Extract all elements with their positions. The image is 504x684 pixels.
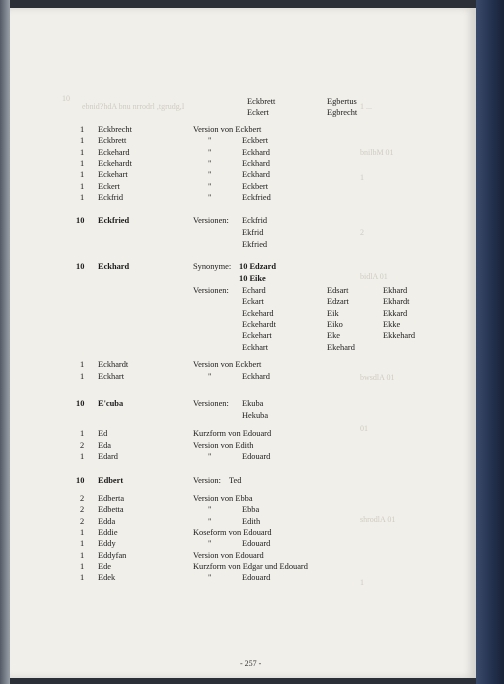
entry-name: Edbert <box>98 476 124 485</box>
entry-number: 2 <box>80 440 85 450</box>
version-item: Eik <box>327 308 339 318</box>
version-item: Ekkehard <box>383 331 416 341</box>
version-item: Ekke <box>383 319 401 329</box>
entry-value: Ebba <box>242 505 260 515</box>
version-item: Eckehard <box>242 308 274 318</box>
header-mid-1: Eckbrett <box>247 97 276 106</box>
ditto-mark: " <box>208 573 212 583</box>
book-spine <box>476 0 504 684</box>
version-item: Eke <box>327 331 341 341</box>
entry-number: 1 <box>80 452 85 461</box>
entry-name: Eckehart <box>98 170 128 180</box>
ditto-mark: " <box>208 136 212 146</box>
entry-number: 1 <box>80 429 85 438</box>
entry-number: 10 <box>76 262 85 271</box>
ditto-mark: " <box>208 181 212 191</box>
entry-label: Version: <box>193 476 221 485</box>
version-item: Edzart <box>327 297 349 307</box>
entry-number: 1 <box>80 573 85 583</box>
entry-value: Edouard <box>242 573 271 583</box>
entry-note: Version von Edith <box>193 440 254 450</box>
entry-value: Ekfrid <box>242 228 264 237</box>
entry-name: Ede <box>98 561 112 571</box>
header-mid-2: Eckert <box>247 108 269 117</box>
bleed-through-text: shrodlA 01 <box>360 515 396 524</box>
entry-number: 1 <box>80 147 85 157</box>
entry-value: Eckhard <box>242 147 270 157</box>
bleed-through-text: bwsdlA 01 <box>360 373 395 382</box>
bleed-through-text: bnilbM 01 <box>360 148 394 157</box>
bleed-through-text: 10 <box>62 94 70 103</box>
entry-value: Ekfried <box>242 240 268 249</box>
entry-note: Version von Eckbert <box>193 360 262 369</box>
version-item: Eiko <box>327 319 343 329</box>
entry-name: Edberta <box>98 494 125 503</box>
entry-name: Eckert <box>98 181 120 191</box>
entry-number: 1 <box>80 192 85 202</box>
synonym: 10 Edzard <box>239 262 276 271</box>
ditto-mark: " <box>208 505 212 515</box>
entry-value: Ted <box>229 476 242 485</box>
entry-value: Ekuba <box>242 399 264 408</box>
entry-name: Eckbrett <box>98 136 127 146</box>
entry-number: 1 <box>80 158 85 168</box>
entry-name: Eckbrecht <box>98 125 132 134</box>
bleed-through-text: 2 <box>360 228 364 237</box>
entry-number: 1 <box>80 125 85 134</box>
version-item: Eckehardt <box>242 319 276 329</box>
entry-number: 1 <box>80 550 85 560</box>
entry-number: 10 <box>76 476 85 485</box>
entry-note: Version von Eckbert <box>193 125 262 134</box>
entry-value: Eckhard <box>242 371 270 381</box>
bleed-through-text: 1 <box>360 173 364 182</box>
entry-value: Eckhard <box>242 158 270 168</box>
entry-name: Eddy <box>98 539 116 549</box>
entry-value: Hekuba <box>242 411 269 420</box>
book-page <box>10 8 476 678</box>
entry-value: Eckbert <box>242 136 269 146</box>
synonym: 10 Eike <box>239 274 266 283</box>
synonyme-label: Synonyme: <box>193 262 232 271</box>
page-number: - 257 - <box>240 659 262 668</box>
entry-number: 2 <box>80 516 85 526</box>
version-item: Eckhart <box>242 342 269 352</box>
entry-value: Edith <box>242 516 261 526</box>
entry-number: 10 <box>76 399 85 408</box>
entry-name: Ed <box>98 429 108 438</box>
version-item: Ekehard <box>327 342 355 352</box>
entry-value: Edouard <box>242 539 271 549</box>
header-right-1: Egbertus <box>327 97 357 106</box>
entry-number: 1 <box>80 170 85 180</box>
ditto-mark: " <box>208 516 212 526</box>
entry-number: 1 <box>80 360 85 369</box>
entry-note: Version von Ebba <box>193 494 253 503</box>
ditto-mark: " <box>208 371 212 381</box>
ditto-mark: " <box>208 452 212 461</box>
entry-name: Eckhart <box>98 371 125 381</box>
ditto-mark: " <box>208 192 212 202</box>
entry-value: Eckbert <box>242 181 269 191</box>
entry-note: Kurzform von Edouard <box>193 429 272 438</box>
entry-name: Eda <box>98 440 112 450</box>
entry-name: Eddie <box>98 527 118 537</box>
entry-number: 2 <box>80 494 85 503</box>
versionen-label: Versionen: <box>193 286 229 295</box>
version-item: Eckehart <box>242 331 272 341</box>
bleed-through-text: 1 ... <box>360 102 372 111</box>
bleed-through-text: ebnid?hdA bnu nrrodrl ,tgrudg,I <box>82 102 185 111</box>
bleed-through-text: bidlA 01 <box>360 272 388 281</box>
entry-note: Version von Edouard <box>193 550 264 560</box>
ditto-mark: " <box>208 170 212 180</box>
entry-name: Eckehardt <box>98 158 132 168</box>
entry-number: 2 <box>80 505 85 515</box>
entry-label: Versionen: <box>193 399 229 408</box>
entry-name: Eckfrid <box>98 192 124 202</box>
entry-name: E'cuba <box>98 399 124 408</box>
entry-label: Versionen: <box>193 216 229 225</box>
ditto-mark: " <box>208 539 212 549</box>
entry-name: Eddyfan <box>98 550 127 560</box>
entry-name: Edard <box>98 452 118 461</box>
entry-name: Edbetta <box>98 505 124 515</box>
bleed-through-text: 1 <box>360 578 364 587</box>
header-right-2: Egbrecht <box>327 108 358 117</box>
ditto-mark: " <box>208 147 212 157</box>
version-item: Eckart <box>242 297 264 307</box>
entry-name: Edda <box>98 516 116 526</box>
entry-note: Kurzform von Edgar und Edouard <box>193 561 308 571</box>
entry-note: Koseform von Edouard <box>193 527 272 537</box>
ditto-mark: " <box>208 158 212 168</box>
entry-name: Edek <box>98 573 116 583</box>
book-left-edge <box>0 0 10 684</box>
entry-name: Eckehard <box>98 147 130 157</box>
version-item: Edsart <box>327 286 349 295</box>
entry-number: 1 <box>80 371 85 381</box>
version-item: Ekhardt <box>383 297 410 307</box>
version-item: Ekhard <box>383 286 408 295</box>
entry-value: Eckhard <box>242 170 270 180</box>
entry-number: 1 <box>80 181 85 191</box>
entry-number: 1 <box>80 539 85 549</box>
entry-value: Edouard <box>242 452 271 461</box>
entry-number: 1 <box>80 561 85 571</box>
entry-number: 10 <box>76 216 85 225</box>
bleed-through-text: 01 <box>360 424 368 433</box>
entry-name: Eckhard <box>98 262 130 271</box>
entry-name: Eckfried <box>98 216 130 225</box>
entry-number: 1 <box>80 527 85 537</box>
entry-value: Eckfried <box>242 192 271 202</box>
entry-name: Eckhardt <box>98 360 129 369</box>
version-item: Echard <box>242 286 266 295</box>
version-item: Ekkard <box>383 308 408 318</box>
entry-number: 1 <box>80 136 85 146</box>
entry-value: Eckfrid <box>242 216 268 225</box>
